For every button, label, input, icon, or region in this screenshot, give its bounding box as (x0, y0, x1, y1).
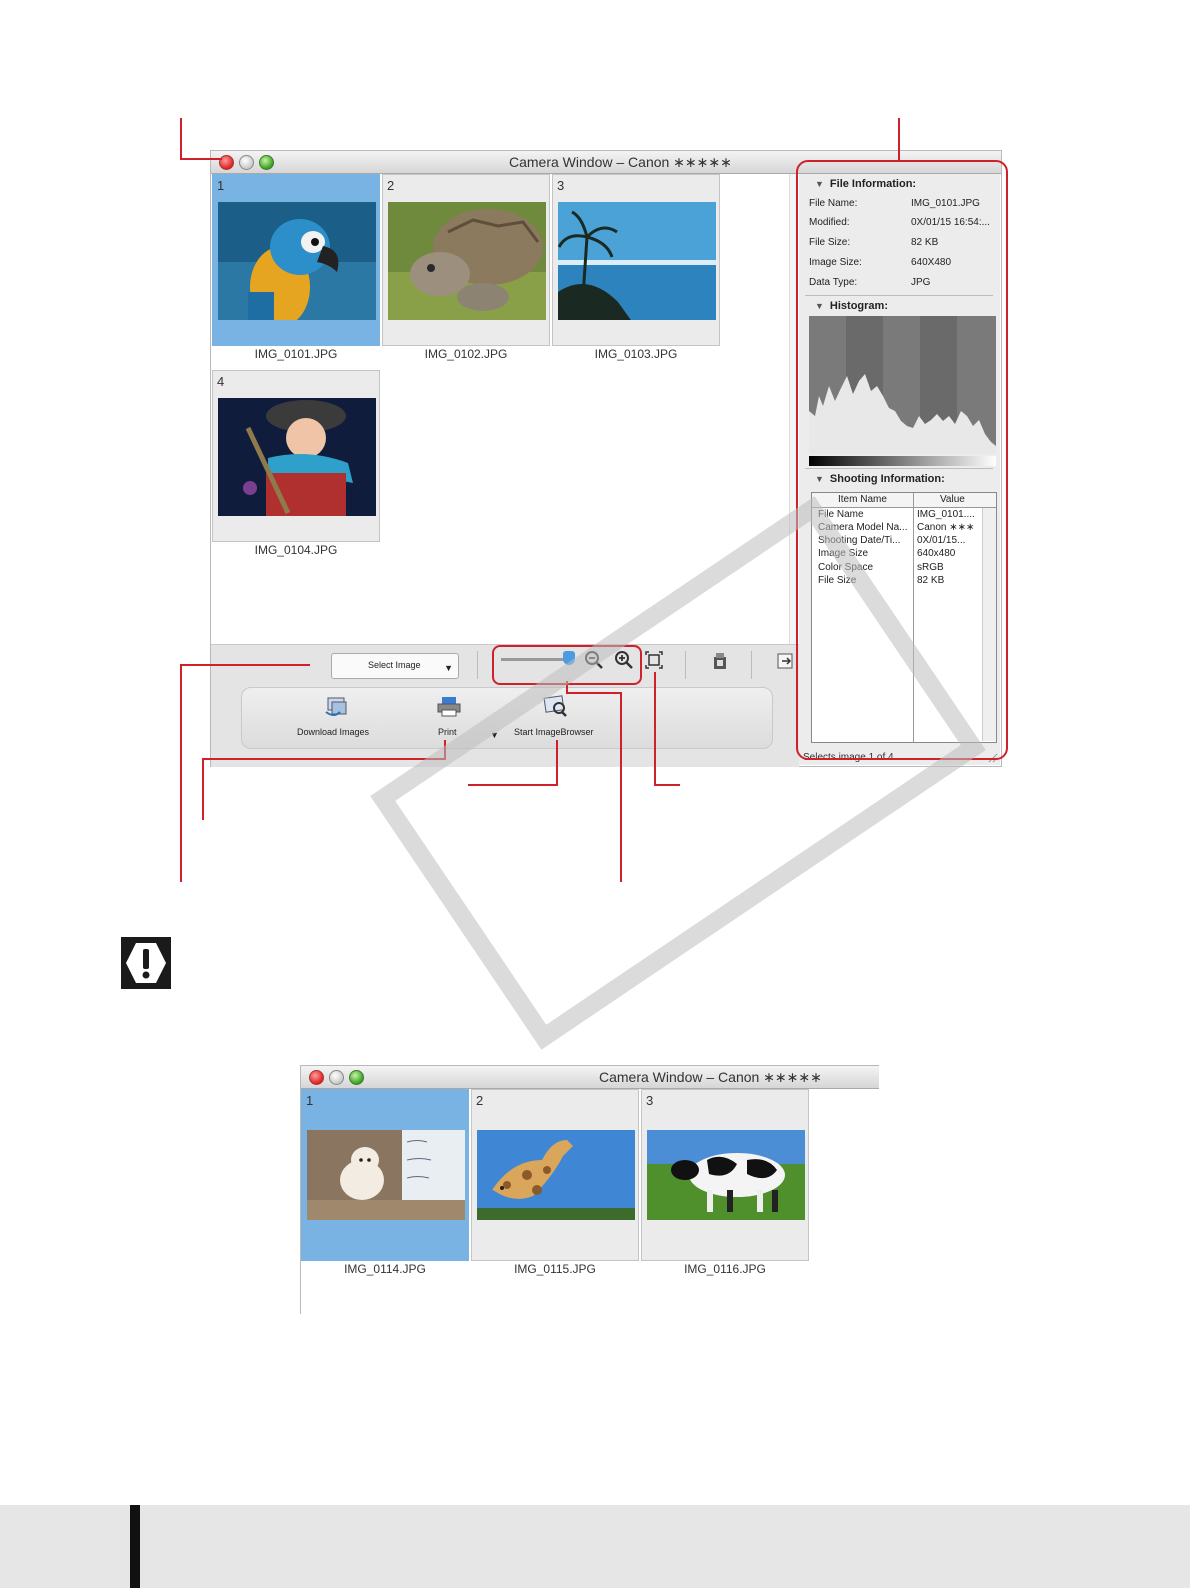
callout-line (180, 158, 222, 160)
col-item-name[interactable]: Item Name (838, 494, 887, 505)
thumbnail-cell[interactable] (212, 174, 380, 346)
callout-line (202, 758, 446, 760)
info-label: Data Type: (809, 277, 858, 288)
thumbnail-number: 4 (217, 374, 225, 389)
table-cell-value: IMG_0101.... (917, 509, 975, 520)
callout-line (180, 664, 182, 882)
camera-window-secondary (300, 1065, 879, 1314)
thumbnail-number: 1 (306, 1093, 314, 1108)
thumbnail-cell[interactable] (382, 174, 550, 346)
info-value: 82 KB (911, 237, 939, 248)
thumbnail-number: 1 (217, 178, 225, 193)
window-title: Camera Window – Canon ∗∗∗∗∗ (599, 1069, 822, 1085)
shooting-information-header[interactable]: ▼ Shooting Information: (815, 473, 945, 485)
disclosure-triangle-icon: ▼ (815, 179, 824, 189)
photo-parrot (218, 202, 376, 320)
close-button[interactable] (309, 1070, 324, 1085)
title-bar[interactable] (301, 1066, 879, 1089)
table-cell-item: File Size (818, 575, 857, 586)
disclosure-triangle-icon: ▼ (815, 301, 824, 311)
thumbnail-cell[interactable] (552, 174, 720, 346)
photo-giraffe (477, 1130, 635, 1220)
status-text: Selects image 1 of 4 (803, 752, 894, 763)
table-cell-item: Camera Model Na... (818, 522, 908, 533)
file-information-header[interactable]: ▼ File Information: (815, 178, 917, 190)
info-label: File Name: (809, 198, 858, 209)
thumbnail-cell[interactable] (471, 1089, 639, 1261)
photo-beach (558, 202, 716, 320)
histogram-header[interactable]: ▼ Histogram: (815, 300, 888, 312)
info-label: Modified: (809, 217, 850, 228)
minimize-button[interactable] (239, 155, 254, 170)
info-label: Image Size: (809, 257, 862, 268)
thumbnail-filename: IMG_0116.JPG (684, 1262, 766, 1276)
photo-child (218, 398, 376, 516)
callout-line (180, 118, 182, 160)
start-imagebrowser-button[interactable]: Start ImageBrowser (514, 727, 594, 737)
thumbnail-filename: IMG_0103.JPG (594, 347, 678, 361)
table-cell-value: sRGB (917, 562, 944, 573)
thumbnail-number: 2 (387, 178, 395, 193)
download-images-button[interactable]: Download Images (297, 727, 370, 737)
table-cell-item: Image Size (818, 548, 869, 559)
download-icon (324, 696, 348, 718)
photo-cow (647, 1130, 805, 1220)
print-button[interactable]: Print (438, 727, 457, 737)
select-image-dropdown[interactable] (331, 653, 459, 679)
minimize-button[interactable] (329, 1070, 344, 1085)
toolbar-divider (477, 651, 478, 679)
window-title: Camera Window – Canon ∗∗∗∗∗ (509, 154, 732, 170)
thumbnail-number: 3 (646, 1093, 654, 1108)
callout-line (898, 118, 900, 162)
thumbnail-filename: IMG_0102.JPG (424, 347, 508, 361)
page-footer-marker (130, 1505, 140, 1588)
page-footer-band (0, 1505, 1190, 1588)
zoom-button[interactable] (349, 1070, 364, 1085)
chevron-down-icon: ▼ (444, 663, 453, 673)
callout-line (202, 758, 204, 820)
info-value: 640X480 (911, 257, 952, 268)
table-cell-item: Shooting Date/Ti... (818, 535, 901, 546)
table-cell-value: Canon ∗∗∗ (917, 522, 975, 533)
zoom-button[interactable] (259, 155, 274, 170)
print-menu-chevron-icon[interactable]: ▼ (490, 730, 499, 740)
table-cell-item: File Name (818, 509, 864, 520)
info-value: IMG_0101.JPG (911, 198, 980, 209)
thumbnail-number: 3 (557, 178, 565, 193)
info-value: JPG (911, 277, 931, 288)
table-cell-value: 82 KB (917, 575, 945, 586)
select-image-label: Select Image (368, 660, 421, 670)
thumbnail-filename: IMG_0114.JPG (344, 1262, 426, 1276)
thumbnail-cell[interactable] (641, 1089, 809, 1261)
thumbnail-cell[interactable] (212, 370, 380, 542)
disclosure-triangle-icon: ▼ (815, 474, 824, 484)
table-cell-value: 640x480 (917, 548, 956, 559)
thumbnail-filename: IMG_0104.JPG (254, 543, 338, 557)
print-icon (436, 696, 462, 718)
thumbnail-cell[interactable] (301, 1089, 469, 1261)
col-value[interactable]: Value (940, 494, 965, 505)
photo-dog (307, 1130, 465, 1220)
thumbnail-filename: IMG_0101.JPG (254, 347, 338, 361)
callout-line (180, 664, 310, 666)
thumbnail-number: 2 (476, 1093, 484, 1108)
table-cell-item: Color Space (818, 562, 874, 573)
photo-tortoise (388, 202, 546, 320)
info-label: File Size: (809, 237, 851, 248)
thumbnail-filename: IMG_0115.JPG (514, 1262, 596, 1276)
table-cell-value: 0X/01/15... (917, 535, 966, 546)
caution-icon (121, 937, 171, 989)
info-value: 0X/01/15 16:54:... (911, 217, 990, 228)
